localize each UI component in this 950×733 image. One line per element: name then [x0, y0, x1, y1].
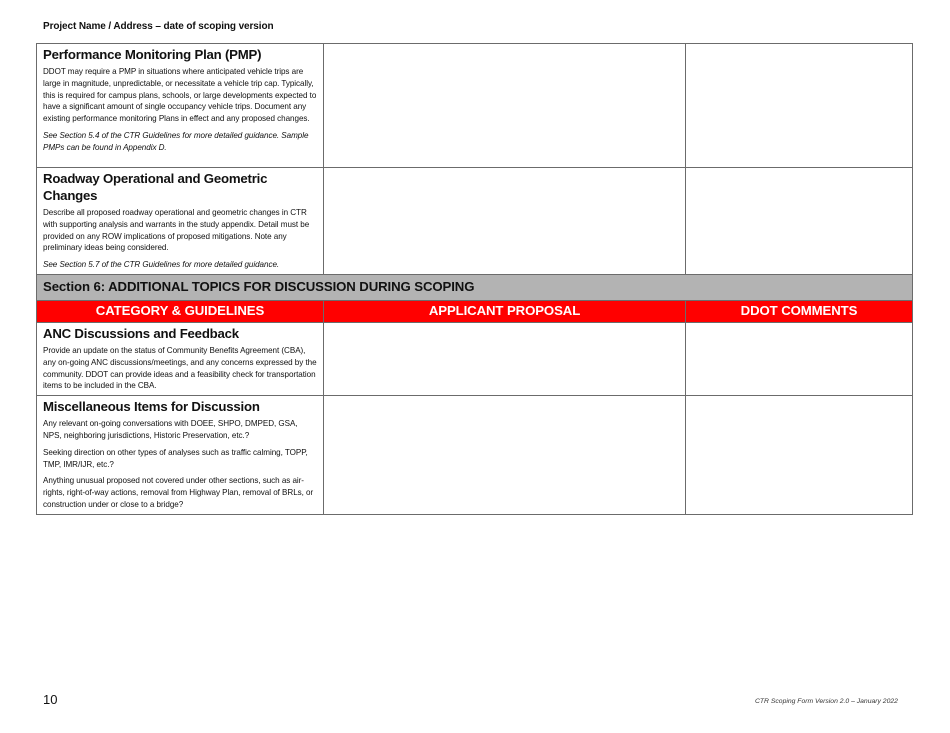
applicant-proposal-cell[interactable] [324, 44, 686, 168]
column-header-applicant [324, 300, 686, 322]
guidance-reference: See Section 5.7 of the CTR Guidelines for more detailed guidance. [43, 260, 280, 270]
applicant-proposal-field[interactable] [324, 168, 685, 274]
ddot-comments-field[interactable] [686, 323, 912, 395]
category-description: Seeking direction on other types of analyses such as traffic calming, TOPP, TMP, IMR/IJR, etc.? [43, 447, 308, 469]
category-cell [37, 322, 324, 395]
ddot-comments-cell[interactable] [686, 396, 913, 515]
column-header-label: DDOT COMMENTS [740, 303, 858, 319]
guidance-reference: See Section 5.4 of the CTR Guidelines for more detailed guidance. Sample PMPs can be found in Appendix D. [43, 130, 309, 152]
category-description: Describe all proposed roadway operational and geometric changes in CTR with supporting analysis and warrants in the study appendix. Detail must be provided on any ROW implications of proposed mitigations. Note any preliminary ideas being considered. [43, 208, 310, 253]
ddot-comments-cell[interactable] [686, 168, 913, 275]
ddot-comments-cell[interactable] [686, 44, 913, 168]
category-description: Any relevant on-going conversations with DOEE, SHPO, DMPED, GSA, NPS, neighboring jurisdictions, Historic Preservation, etc.? [43, 419, 298, 440]
ddot-comments-field[interactable] [686, 168, 912, 274]
category-description: Anything unusual proposed not covered under other sections, such as air-rights, right-of-way actions, removal from Highway Plan, removal of BRLs, or construction under or close to a bridge? [43, 476, 314, 509]
applicant-proposal-field[interactable] [324, 396, 685, 514]
table-row-anc [37, 322, 913, 395]
footer-version: CTR Scoping Form Version 2.0 – January 2022 [755, 698, 898, 705]
category-cell [37, 168, 324, 275]
column-header-label: CATEGORY & GUIDELINES [95, 303, 265, 319]
scoping-table [36, 43, 913, 515]
column-header-label: APPLICANT PROPOSAL [428, 303, 581, 319]
category-title: Miscellaneous Items for Discussion [43, 399, 260, 415]
page-number: 10 [43, 692, 58, 707]
ddot-comments-field[interactable] [686, 44, 912, 167]
section-6-header [37, 274, 913, 300]
table-row-pmp [37, 44, 913, 168]
column-header-row [37, 300, 913, 322]
section-title: Section 6: ADDITIONAL TOPICS FOR DISCUSSION DURING SCOPING [43, 279, 475, 295]
ddot-comments-cell[interactable] [686, 322, 913, 395]
category-title: Roadway Operational and Geometric Changes [43, 171, 268, 203]
category-title: ANC Discussions and Feedback [43, 325, 239, 341]
category-cell [37, 44, 324, 168]
applicant-proposal-cell[interactable] [324, 322, 686, 395]
ddot-comments-field[interactable] [686, 396, 912, 514]
category-description: DDOT may require a PMP in situations where anticipated vehicle trips are large in magnitude, unpredictable, or necessitate a vehicle trip cap. Typically, this is required for campus plans, schools, or large developments expected to have a significant amount of single occupancy vehicle trips. Document any existing performance monitoring Plans in effect and any proposed changes. [43, 67, 317, 124]
table-row-roadway [37, 168, 913, 275]
applicant-proposal-cell[interactable] [324, 168, 686, 275]
section-title-cell [37, 274, 913, 300]
applicant-proposal-field[interactable] [324, 44, 685, 167]
category-title: Performance Monitoring Plan (PMP) [43, 47, 262, 62]
column-header-ddot [686, 300, 913, 322]
applicant-proposal-cell[interactable] [324, 396, 686, 515]
column-header-category [37, 300, 324, 322]
category-cell [37, 396, 324, 515]
page-header: Project Name / Address – date of scoping version [43, 21, 274, 32]
table-row-misc [37, 396, 913, 515]
category-description: Provide an update on the status of Community Benefits Agreement (CBA), any on-going ANC discussions/meetings, and any concerns expressed by the community. DDOT can provide ideas and a feasibility check for transportation items to be included in the CBA. [43, 345, 317, 391]
applicant-proposal-field[interactable] [324, 323, 685, 395]
